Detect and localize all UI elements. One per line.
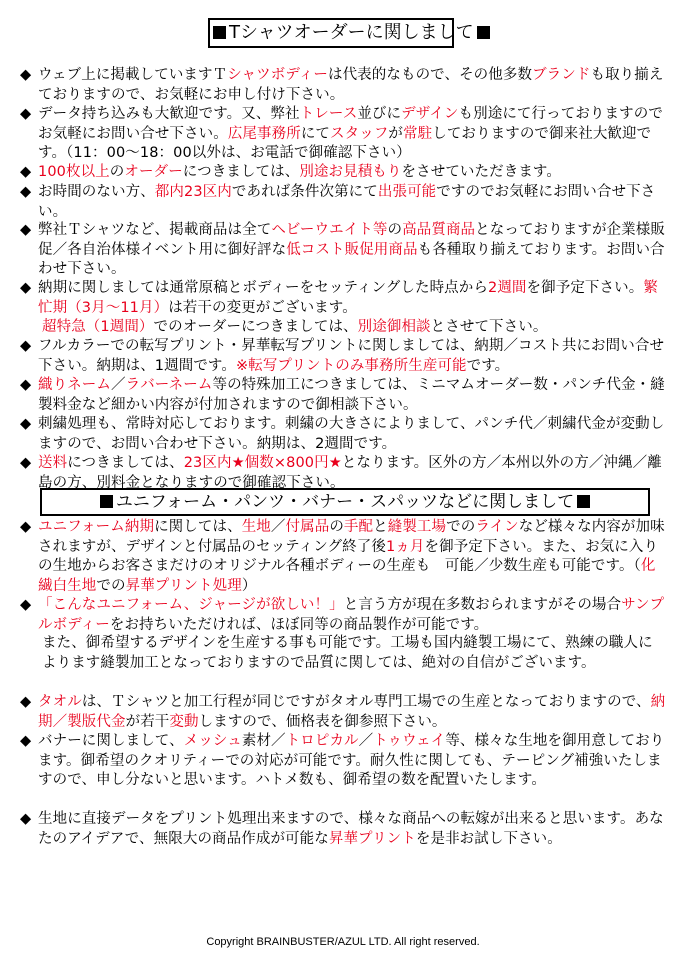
note-text [42,318,666,338]
body-text: ですのでお気軽にお問い合せ下さい。 [38,184,656,220]
highlight-text: 変動 [169,713,199,730]
body-text: にて [300,125,331,142]
highlight-text: ※転写プリントのみ事務所生産可能 [235,357,467,374]
diamond-bullet-icon: ◆ [20,377,32,393]
note-text [38,279,666,318]
body-text: 弊社Ｔシャツなど、掲載商品は全て [38,222,272,238]
body-text: となります。区外の方／本州以外の方／沖縄／離島の方、別料金となりますので御確認下さい。 [38,455,662,491]
highlight-text: 常駐 [403,125,433,142]
highlight-text: 別途御相談 [357,319,431,335]
note-item-uniform [20,518,666,596]
body-text: 素材／ [241,733,286,749]
highlight-text: 昇華プリント [328,830,416,847]
body-text: を御予定下さい。また、お気に入りの生地からお客さまだけのオリジナル各種ボディーの生産も 可能／少数生産も可能です。（ [38,538,659,574]
highlight-text: 納期／製版代金 [38,694,666,730]
highlight-text: タオル [38,694,82,710]
highlight-text: デザイン [401,106,459,122]
body-text: をお持ちいただければ、ほぼ同等の商品製作が可能です。 [109,616,489,633]
diamond-bullet-icon: ◆ [20,519,32,535]
copyright: Copyright BRAINBUSTER/AZUL LTD. All right reserved. [206,936,480,948]
highlight-text: トロピカル [285,733,359,749]
diamond-bullet-icon: ◆ [20,597,32,613]
body-text: 等、様々な生地を御用意しております。御希望のクオリティーでの対応が可能です。耐久性に関しても、テーピング補強いたしますので、申し分ないと思います。ハトメ数も、御希望の数を配置いたします。 [38,733,665,788]
note-item-data [20,105,666,164]
note-text [42,634,666,673]
highlight-text: 生地 [241,519,271,535]
highlight-text: ライン [475,519,519,535]
highlight-text: 100枚以上 [38,164,110,180]
body-text: です。 [466,357,510,374]
diamond-bullet-icon: ◆ [20,106,32,122]
highlight-text: 2週間 [488,280,527,296]
body-text: しますので、価格表を御参照下さい。 [198,713,447,730]
diamond-bullet-icon: ◆ [20,67,32,83]
highlight-text: 縫製工場 [387,519,447,535]
highlight-text: 広尾事務所 [227,125,301,142]
body-text: 生地に直接データをプリント処理出来ますので、様々な商品への転嫁が出来ると思います。あなたのアイデアで、無限大の商品作成が可能な [38,811,664,847]
body-text: につきましては、 [182,164,300,180]
body-text: につきましては、 [67,455,184,471]
body-text: しておりますので御来社大歓迎です。（11：00～18：00以外は、お電話で御確認下さい） [38,125,652,161]
highlight-text: メッシュ [183,733,242,749]
body-text: と [373,519,388,535]
highlight-text: 「こんなユニフォーム、ジャージが欲しい！」 [38,597,344,613]
body-text: ／ [358,733,374,749]
note-text [38,183,666,222]
diamond-bullet-icon: ◆ [20,416,32,432]
highlight-text: ユニフォーム納期 [38,519,155,535]
body-text: が若干 [125,713,170,730]
note-item-quality [20,221,666,280]
highlight-text: 昇華プリント処理 [125,577,242,594]
diamond-bullet-icon: ◆ [20,811,32,827]
note-text [38,415,666,454]
highlight-text: 出張可能 [377,184,437,200]
body-text: は代表的なもので、その他多数 [327,67,533,83]
note-item-express [20,318,666,338]
note-item-labels [20,376,666,415]
highlight-text: 付属品 [285,519,330,535]
highlight-text: 繁忙期（3月～11月） [38,280,658,316]
highlight-text: サンプルボディー [38,597,665,633]
body-text: であれば条件次第にて [231,184,378,200]
highlight-text: 別途お見積もり [299,164,402,180]
note-text [38,596,666,635]
note-item-sublimation [20,810,666,849]
square-icon [100,495,113,508]
body-text: また、御希望するデザインを生産する事も可能です。工場も国内縫製工場にて、熟練の職人によります縫製加工となっておりますので品質に関しては、絶対の自信がございます。 [42,635,653,671]
highlight-text: 都内23区内 [154,184,232,200]
body-text: 納期に関しましては通常原稿とボディーをセッティングした時点から [38,280,488,296]
body-text: を是非お試し下さい。 [415,830,562,847]
body-text: は、Ｔシャツと加工行程が同じですがタオル専門工場での生産となっておりますので、 [81,694,651,710]
square-icon [477,26,490,39]
highlight-text: 23区内★個数×800円★ [183,455,342,471]
body-text: ／ [270,519,286,535]
note-text [38,163,666,183]
body-text: 刺繍処理も、常時対応しております。刺繍の大きさによりまして、パンチ代／刺繍代金が変動しますので、お問い合わせ下さい。納期は、2週間です。 [38,416,665,452]
highlight-text: 低コスト販促用商品 [286,241,418,258]
note-text [38,810,666,849]
section-title-text: ユニフォーム・パンツ・バナー・スパッツなどに関しまして [115,492,575,512]
body-text: でのオーダーにつきましては、 [153,319,358,335]
body-text: ウェブ上に掲載していますＴ [38,67,228,83]
note-item-banner [20,732,666,791]
highlight-text: ラバーネーム [125,377,213,393]
diamond-bullet-icon: ◆ [20,338,32,354]
diamond-bullet-icon: ◆ [20,222,32,238]
diamond-bullet-icon: ◆ [20,280,32,296]
highlight-text: 手配 [343,519,374,535]
highlight-text: 送料 [38,455,68,471]
note-item-quantity [20,163,666,183]
note-item-towel [20,693,666,732]
highlight-text: トレース [299,106,358,122]
body-text: フルカラーでの転写プリント・昇華転写プリントに関しましては、納期／コスト共にお問い合せ下さい。納期は、1週間です。 [38,338,665,374]
body-text: ） [241,577,257,594]
highlight-text: 織りネーム [38,377,111,393]
section-title [40,488,650,516]
note-text [38,732,666,791]
body-text: は若干の変更がございます。 [168,299,357,316]
body-text: お時間のない方、 [38,184,155,200]
body-text: バナーに関しまして、 [38,733,184,749]
body-text: をさせていただきます。 [401,164,561,180]
page-title-text: Tシャツオーダーに関しまして [229,22,474,43]
note-item-bodies [20,66,666,105]
body-text: ／ [111,377,126,393]
highlight-text: トゥウェイ [373,733,446,749]
note-text [38,376,666,415]
body-text: の [387,222,403,238]
note-text [38,221,666,280]
body-text: 等の特殊加工につきましては、ミニマムオーダー数・パンチ代金・縫製料金など細かい内容が付加されますので御相談下さい。 [38,377,665,413]
diamond-bullet-icon: ◆ [20,164,32,180]
note-text [38,518,666,596]
note-text [38,66,666,105]
highlight-text: オーダー [124,164,183,180]
note-item-sample [20,596,666,635]
body-text: に関しては、 [154,519,242,535]
note-item-delivery [20,279,666,318]
diamond-bullet-icon: ◆ [20,694,32,710]
body-text: での [446,519,476,535]
body-text: 並びに [357,106,402,122]
highlight-text: 超特急（1週間） [42,319,154,335]
note-text [38,105,666,164]
body-text: の [329,519,344,535]
body-text: も取り揃えておりますので、お気軽にお申し付け下さい。 [38,67,664,103]
highlight-text: ヘビーウエイト等 [271,222,388,238]
note-item-visit [20,183,666,222]
highlight-text: 化繊白生地 [38,558,656,594]
note-text [38,693,666,732]
page-title [208,18,474,48]
diamond-bullet-icon: ◆ [20,455,32,471]
note-item-fullcolor [20,337,666,376]
body-text: とさせて下さい。 [430,319,548,335]
body-text: での [96,577,126,594]
highlight-text: 1ヵ月 [385,538,425,555]
body-text: が [388,125,404,142]
body-text: を御予定下さい。 [526,280,644,296]
body-text: となっておりますが企業様販促／各自治体様イベント用に御好評な [38,222,665,258]
note-item-embroidery [20,415,666,454]
diamond-bullet-icon: ◆ [20,733,32,749]
body-text: と言う方が現在多数おられますがその場合 [343,597,622,613]
body-text: も別途にて行っておりますのでお気軽にお問い合せ下さい。 [38,106,663,142]
body-text: など様々な内容が加味されますが、デザインと付属品のセッティング終了後 [38,519,665,555]
note-text [38,337,666,376]
body-text: も各種取り揃えております。お問い合わせ下さい。 [38,241,665,277]
square-icon [213,26,226,39]
diamond-bullet-icon: ◆ [20,184,32,200]
highlight-text: 高品質商品 [402,222,476,238]
square-icon [577,495,590,508]
body-text: データ持ち込みも大歓迎です。又、弊社 [38,106,300,122]
highlight-text: シャツボディー [227,67,328,83]
highlight-text: スタッフ [330,125,389,142]
body-text: の [109,164,125,180]
highlight-text: ブランド [532,67,591,83]
note-item-design [20,634,666,673]
